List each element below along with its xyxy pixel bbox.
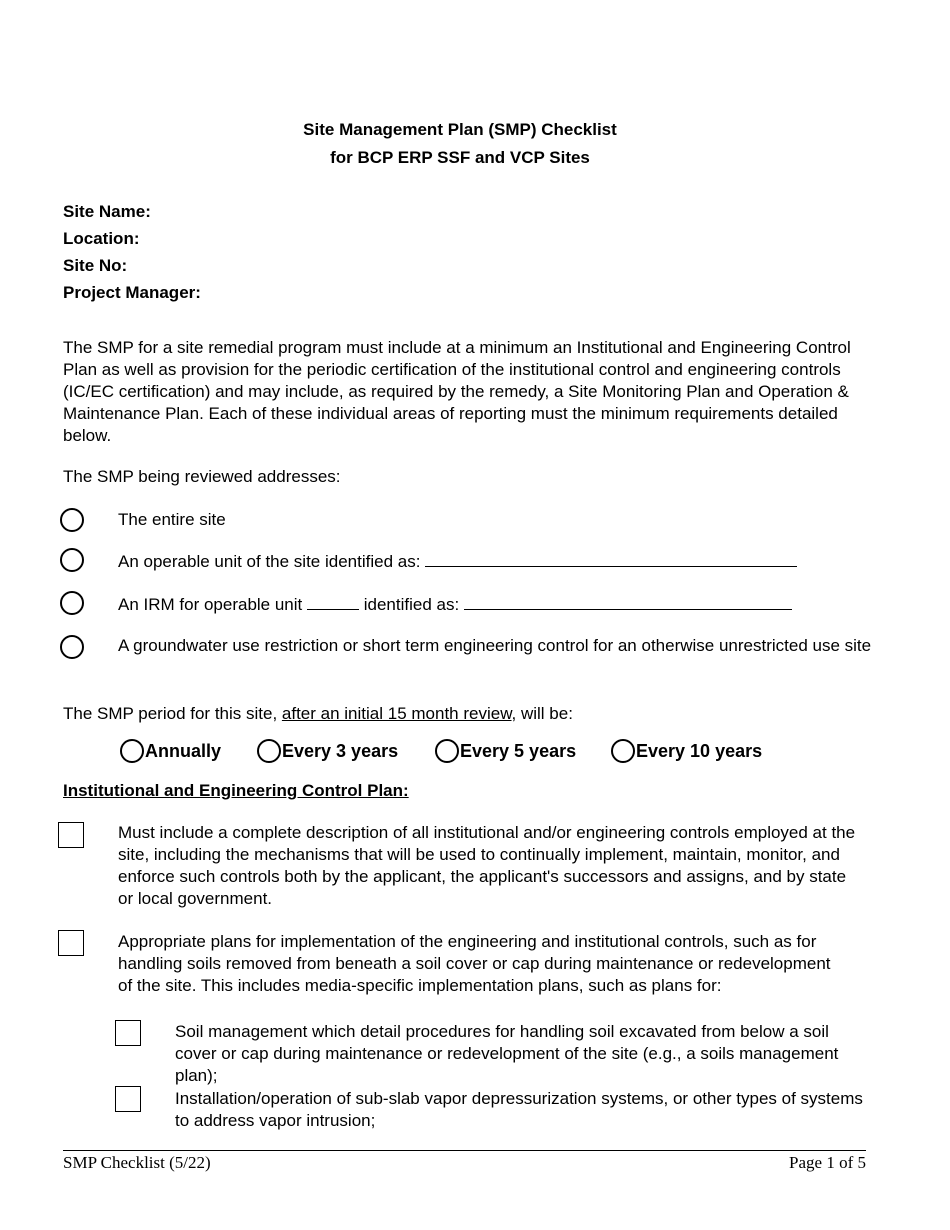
operable-unit-radio[interactable]	[60, 548, 84, 572]
period-5-years-option[interactable]	[435, 739, 576, 763]
iec-item2-checkbox[interactable]	[58, 930, 84, 956]
period-5-years-label: Every 5 years	[460, 740, 577, 761]
footer-left: SMP Checklist (5/22)	[63, 1153, 211, 1172]
period-10-years-radio[interactable]	[611, 739, 635, 763]
period-suffix: , will be:	[511, 704, 573, 723]
project-manager-label: Project Manager:	[63, 283, 201, 302]
period-10-years-label: Every 10 years	[636, 740, 763, 761]
intro-paragraph: The SMP for a site remedial program must include at a minimum an Institutional and Engineering Control Plan as well as provision for the periodic certification of the institutional control and engineering controls (IC/EC certification) and may include, as required by the remedy, a Site Monitoring Plan and Operation & Maintenance Plan. Each of these individual areas of reporting must the minimum requirements detailed below.	[63, 338, 851, 445]
period-5-years-radio[interactable]	[435, 739, 459, 763]
irm-suffix-label: identified as:	[363, 595, 460, 614]
operable-unit-option	[118, 549, 797, 573]
location-label: Location:	[63, 229, 140, 248]
groundwater-radio[interactable]	[60, 635, 84, 659]
period-prefix: The SMP period for this site,	[63, 704, 282, 723]
iec-sub1-text: Soil management which detail procedures for handling soil excavated from below a soil cover or cap during maintenance or redevelopment of the site (e.g., a soils management plan);	[175, 1022, 839, 1085]
iec-sub2-checkbox[interactable]	[115, 1086, 141, 1112]
operable-unit-label: An operable unit of the site identified as:	[118, 552, 421, 571]
footer-divider	[63, 1150, 866, 1151]
entire-site-label: The entire site	[118, 510, 226, 529]
iec-sub1-checkbox[interactable]	[115, 1020, 141, 1046]
period-3-years-label: Every 3 years	[282, 740, 399, 761]
irm-identified-blank[interactable]	[464, 592, 792, 610]
addresses-label: The SMP being reviewed addresses:	[63, 467, 341, 486]
iec-item2-text: Appropriate plans for implementation of the engineering and institutional controls, such as for handling soils removed from beneath a soil cover or cap during maintenance or redevelopment of the site. This includes media-specific implementation plans, such as plans for:	[118, 932, 831, 995]
period-sentence	[63, 703, 573, 725]
footer-page-number: Page 1 of 5	[789, 1153, 866, 1172]
iec-plan-heading: Institutional and Engineering Control Plan:	[63, 781, 409, 800]
period-annually-radio[interactable]	[120, 739, 144, 763]
period-underlined: after an initial 15 month review	[281, 704, 512, 723]
period-annually-label: Annually	[145, 740, 222, 761]
iec-item1-checkbox[interactable]	[58, 822, 84, 848]
irm-option	[118, 592, 792, 616]
iec-sub2-text: Installation/operation of sub-slab vapor depressurization systems, or other types of systems to address vapor intrusion;	[175, 1089, 863, 1130]
groundwater-label: A groundwater use restriction or short term engineering control for an otherwise unrestricted use site	[118, 636, 872, 655]
site-name-label: Site Name:	[63, 202, 151, 221]
period-annually-option[interactable]	[120, 739, 221, 763]
irm-radio[interactable]	[60, 591, 84, 615]
page-title: Site Management Plan (SMP) Checklist	[303, 120, 617, 139]
period-3-years-radio[interactable]	[257, 739, 281, 763]
period-3-years-option[interactable]	[257, 739, 398, 763]
page-subtitle: for BCP ERP SSF and VCP Sites	[330, 148, 590, 167]
irm-prefix-label: An IRM for operable unit	[118, 595, 303, 614]
operable-unit-blank[interactable]	[425, 549, 797, 567]
iec-item1-text: Must include a complete description of all institutional and/or engineering controls employed at the site, including the mechanisms that will be used to continually implement, maintain, monitor, and enforce such controls both by the applicant, the applicant's successors and assigns, and by state or local government.	[118, 823, 856, 908]
irm-unit-blank[interactable]	[307, 592, 359, 610]
period-10-years-option[interactable]	[611, 739, 762, 763]
entire-site-radio[interactable]	[60, 508, 84, 532]
site-no-label: Site No:	[63, 256, 128, 275]
